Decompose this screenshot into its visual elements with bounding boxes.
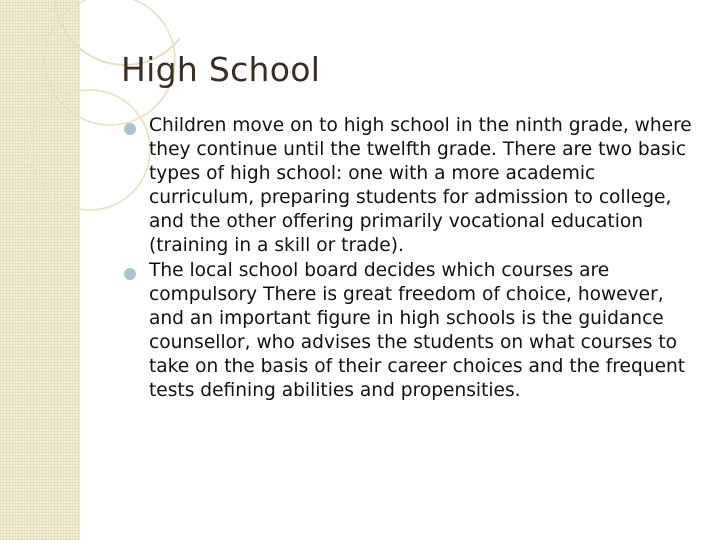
- bullet-list: [122, 114, 697, 403]
- bullet-text: The local school board decides which courses are compulsory There is great freedom of choice, however, and an important figure in high schools is the guidance counsellor, who advises the students on what courses to take on the basis of their career choices and the frequent tests defining abilities and propensities.: [149, 259, 686, 402]
- page-title: High School: [121, 50, 321, 89]
- list-item: [122, 259, 697, 404]
- bullet-dot-icon: [124, 123, 136, 135]
- bullet-text: Children move on to high school in the ninth grade, where they continue until the twelfth grade. There are two basic types of high school: one with a more academic curriculum, preparing students for admission to college, and the other offering primarily vocational education (training in a skill or trade).: [149, 115, 692, 257]
- bullet-dot-icon: [124, 268, 136, 280]
- list-item: [122, 114, 697, 259]
